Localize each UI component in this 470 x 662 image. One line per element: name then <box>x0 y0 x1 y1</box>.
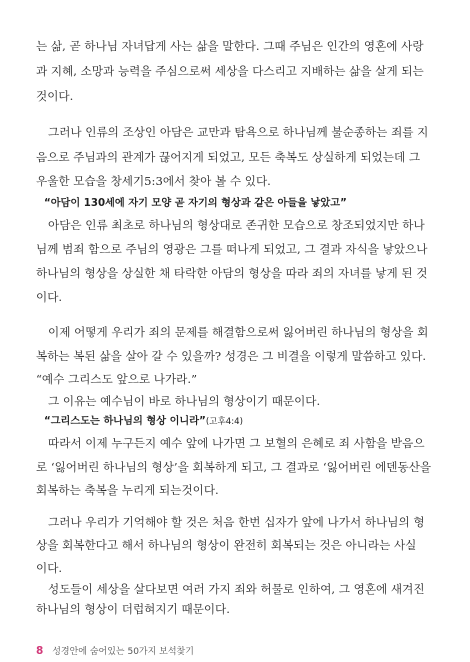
page-footer <box>36 644 194 657</box>
body-line: 그러나 인류의 조상인 아담은 교만과 탐욕으로 하나님께 불순종하는 죄를 지 <box>48 125 429 139</box>
body-line: 이다. <box>36 290 63 304</box>
body-line: “예수 그리스도 앞으로 나가라.” <box>36 372 197 386</box>
body-line: 이제 어떻게 우리가 죄의 문제를 해결함으로써 잃어버린 하나님의 형상을 회 <box>48 325 429 339</box>
bible-quote <box>44 414 243 430</box>
bible-quote-text: “그리스도는 하나님의 형상 이니라” <box>44 416 206 427</box>
body-line: 이다. <box>36 561 63 575</box>
body-line: 는 삶, 곧 하나님 자녀답게 사는 삶을 말한다. 그때 주님은 인간의 영혼에 사랑 <box>36 39 424 53</box>
body-line: 것이다. <box>36 89 74 103</box>
body-line: 하나님의 형상을 상실한 채 타락한 아담의 형상을 따라 죄의 자녀를 낳게 된 것 <box>36 266 428 280</box>
body-line: 님께 범죄 함으로 주님의 영광은 그를 떠나게 되었고, 그 결과 자식을 낳았으나 <box>36 242 428 256</box>
body-line: 과 지혜, 소망과 능력을 주심으로써 세상을 다스리고 지배하는 삶을 살게 되는 <box>36 64 424 78</box>
body-line: 그러나 우리가 기억해야 할 것은 처음 한번 십자가 앞에 나가서 하나님의 형 <box>48 515 425 529</box>
body-line: 음으로 주님과의 관계가 끊어지게 되었고, 모든 축복도 상실하게 되었는데 그 <box>36 150 421 164</box>
bible-quote: “아담이 130세에 자기 모양 곧 자기의 형상과 같은 아들을 낳았고” <box>44 198 347 209</box>
body-line: 회복하는 축복을 누리게 되는것이다. <box>36 483 219 497</box>
body-line: 하나님의 형상이 더럽혀지기 때문이다. <box>36 602 230 616</box>
body-line: 상을 회복한다고 해서 하나님의 형상이 완전히 회복되는 것은 아니라는 사실 <box>36 538 417 552</box>
body-line: 복하는 복된 삶을 살아 갈 수 있을까? 성경은 그 비결을 이렇게 말씀하고 있다. <box>36 349 427 363</box>
book-title: 성경안에 숨어있는 50가지 보석찾기 <box>52 647 194 657</box>
page-number: 8 <box>36 645 44 657</box>
body-line: 따라서 이제 누구든지 예수 앞에 나가면 그 보혈의 은혜로 죄 사함을 받음으 <box>48 436 425 450</box>
body-line: 우울한 모습을 창세기5:3에서 찾아 볼 수 있다. <box>36 174 271 188</box>
body-line: 로 ‘잃어버린 하나님의 형상’을 회복하게 되고, 그 결과로 ‘잃어버린 에덴동산을 <box>36 460 432 474</box>
body-line: 성도들이 세상을 살다보면 여러 가지 죄와 허물로 인하여, 그 영혼에 새겨진 <box>48 582 425 596</box>
body-line: 아담은 인류 최초로 하나님의 형상대로 존귀한 모습으로 창조되었지만 하나 <box>48 218 425 232</box>
bible-reference: (고후4:4) <box>205 417 243 427</box>
body-line: 그 이유는 예수님이 바로 하나님의 형상이기 때문이다. <box>48 394 321 408</box>
